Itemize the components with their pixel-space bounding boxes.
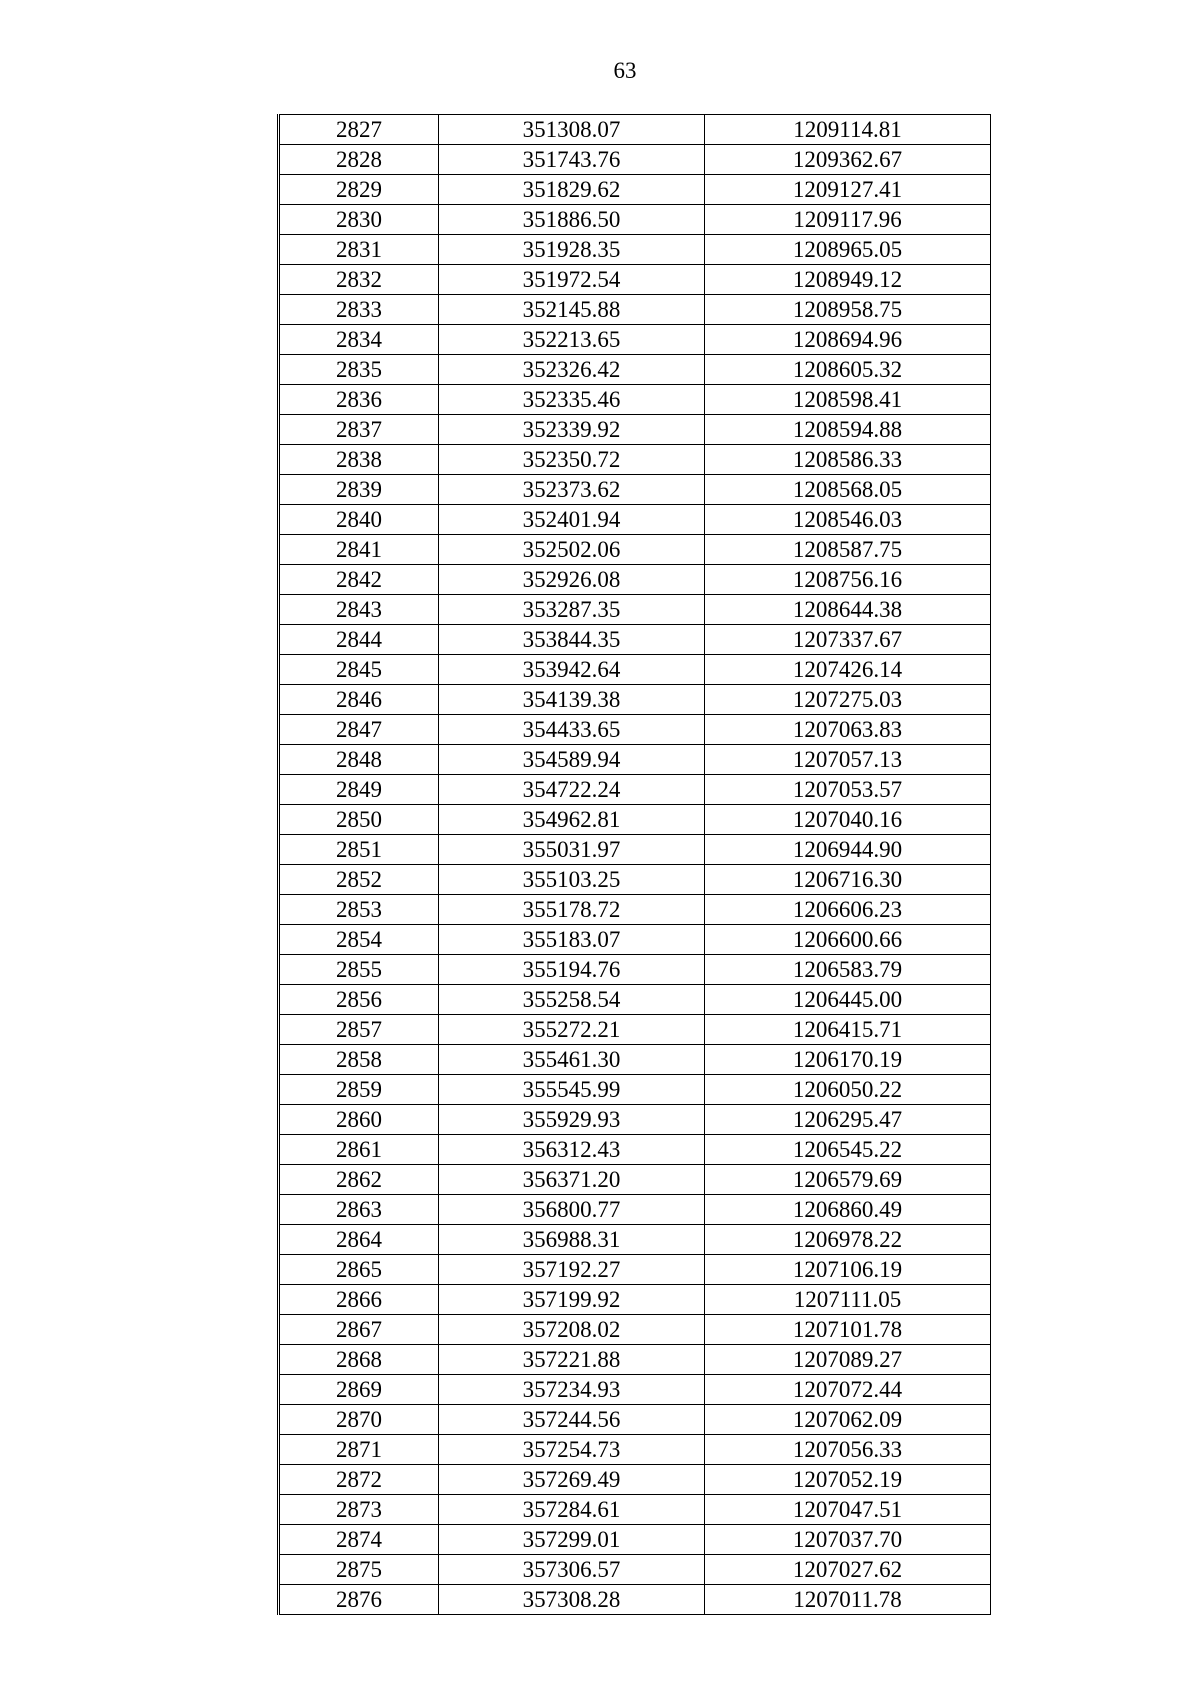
point-number-cell: 2828 (279, 145, 439, 175)
point-number-cell: 2852 (279, 865, 439, 895)
x-coordinate-cell: 357221.88 (439, 1345, 705, 1375)
point-number-cell: 2871 (279, 1435, 439, 1465)
x-coordinate-cell: 357269.49 (439, 1465, 705, 1495)
point-number-cell: 2875 (279, 1555, 439, 1585)
x-coordinate-cell: 356371.20 (439, 1165, 705, 1195)
y-coordinate-cell: 1208756.16 (705, 565, 991, 595)
x-coordinate-cell: 351829.62 (439, 175, 705, 205)
y-coordinate-cell: 1206583.79 (705, 955, 991, 985)
point-number-cell: 2868 (279, 1345, 439, 1375)
table-row (279, 1405, 991, 1435)
x-coordinate-cell: 354433.65 (439, 715, 705, 745)
table-row (279, 445, 991, 475)
point-number-cell: 2865 (279, 1255, 439, 1285)
table-row (279, 1225, 991, 1255)
table-row (279, 715, 991, 745)
x-coordinate-cell: 355194.76 (439, 955, 705, 985)
x-coordinate-cell: 354962.81 (439, 805, 705, 835)
x-coordinate-cell: 352502.06 (439, 535, 705, 565)
y-coordinate-cell: 1207011.78 (705, 1585, 991, 1615)
y-coordinate-cell: 1206860.49 (705, 1195, 991, 1225)
y-coordinate-cell: 1208568.05 (705, 475, 991, 505)
table-row (279, 925, 991, 955)
x-coordinate-cell: 352350.72 (439, 445, 705, 475)
x-coordinate-cell: 351886.50 (439, 205, 705, 235)
y-coordinate-cell: 1206295.47 (705, 1105, 991, 1135)
y-coordinate-cell: 1208949.12 (705, 265, 991, 295)
table-row (279, 1555, 991, 1585)
y-coordinate-cell: 1209117.96 (705, 205, 991, 235)
x-coordinate-cell: 355258.54 (439, 985, 705, 1015)
x-coordinate-cell: 357306.57 (439, 1555, 705, 1585)
y-coordinate-cell: 1207106.19 (705, 1255, 991, 1285)
y-coordinate-cell: 1206716.30 (705, 865, 991, 895)
point-number-cell: 2853 (279, 895, 439, 925)
table-row (279, 775, 991, 805)
table-row (279, 475, 991, 505)
x-coordinate-cell: 357254.73 (439, 1435, 705, 1465)
point-number-cell: 2854 (279, 925, 439, 955)
x-coordinate-cell: 356800.77 (439, 1195, 705, 1225)
y-coordinate-cell: 1207040.16 (705, 805, 991, 835)
table-row (279, 1015, 991, 1045)
point-number-cell: 2838 (279, 445, 439, 475)
y-coordinate-cell: 1208958.75 (705, 295, 991, 325)
x-coordinate-cell: 353844.35 (439, 625, 705, 655)
table-row (279, 985, 991, 1015)
x-coordinate-cell: 353942.64 (439, 655, 705, 685)
x-coordinate-cell: 355178.72 (439, 895, 705, 925)
table-row (279, 355, 991, 385)
x-coordinate-cell: 355272.21 (439, 1015, 705, 1045)
point-number-cell: 2873 (279, 1495, 439, 1525)
x-coordinate-cell: 352145.88 (439, 295, 705, 325)
table-row (279, 565, 991, 595)
point-number-cell: 2842 (279, 565, 439, 595)
y-coordinate-cell: 1206606.23 (705, 895, 991, 925)
point-number-cell: 2839 (279, 475, 439, 505)
y-coordinate-cell: 1207047.51 (705, 1495, 991, 1525)
point-number-cell: 2849 (279, 775, 439, 805)
coordinates-table-body (279, 115, 991, 1615)
y-coordinate-cell: 1206170.19 (705, 1045, 991, 1075)
y-coordinate-cell: 1206545.22 (705, 1135, 991, 1165)
table-row (279, 685, 991, 715)
table-row (279, 535, 991, 565)
x-coordinate-cell: 354589.94 (439, 745, 705, 775)
x-coordinate-cell: 352373.62 (439, 475, 705, 505)
y-coordinate-cell: 1207052.19 (705, 1465, 991, 1495)
point-number-cell: 2830 (279, 205, 439, 235)
point-number-cell: 2847 (279, 715, 439, 745)
y-coordinate-cell: 1207337.67 (705, 625, 991, 655)
table-row (279, 1195, 991, 1225)
y-coordinate-cell: 1207275.03 (705, 685, 991, 715)
table-row (279, 1585, 991, 1615)
y-coordinate-cell: 1206978.22 (705, 1225, 991, 1255)
x-coordinate-cell: 357299.01 (439, 1525, 705, 1555)
point-number-cell: 2855 (279, 955, 439, 985)
y-coordinate-cell: 1207062.09 (705, 1405, 991, 1435)
point-number-cell: 2876 (279, 1585, 439, 1615)
y-coordinate-cell: 1207072.44 (705, 1375, 991, 1405)
y-coordinate-cell: 1207056.33 (705, 1435, 991, 1465)
table-row (279, 1135, 991, 1165)
table-row (279, 805, 991, 835)
point-number-cell: 2869 (279, 1375, 439, 1405)
point-number-cell: 2832 (279, 265, 439, 295)
table-row (279, 655, 991, 685)
point-number-cell: 2866 (279, 1285, 439, 1315)
x-coordinate-cell: 355103.25 (439, 865, 705, 895)
y-coordinate-cell: 1207111.05 (705, 1285, 991, 1315)
x-coordinate-cell: 357244.56 (439, 1405, 705, 1435)
table-row (279, 1495, 991, 1525)
y-coordinate-cell: 1206445.00 (705, 985, 991, 1015)
y-coordinate-cell: 1206579.69 (705, 1165, 991, 1195)
y-coordinate-cell: 1207037.70 (705, 1525, 991, 1555)
table-row (279, 385, 991, 415)
y-coordinate-cell: 1208586.33 (705, 445, 991, 475)
x-coordinate-cell: 351308.07 (439, 115, 705, 145)
point-number-cell: 2863 (279, 1195, 439, 1225)
table-row (279, 415, 991, 445)
table-row (279, 205, 991, 235)
x-coordinate-cell: 354139.38 (439, 685, 705, 715)
point-number-cell: 2864 (279, 1225, 439, 1255)
x-coordinate-cell: 352401.94 (439, 505, 705, 535)
table-row (279, 235, 991, 265)
y-coordinate-cell: 1208965.05 (705, 235, 991, 265)
point-number-cell: 2874 (279, 1525, 439, 1555)
point-number-cell: 2837 (279, 415, 439, 445)
table-row (279, 595, 991, 625)
page-number: 63 (613, 58, 637, 83)
point-number-cell: 2870 (279, 1405, 439, 1435)
table-row (279, 1465, 991, 1495)
y-coordinate-cell: 1208644.38 (705, 595, 991, 625)
x-coordinate-cell: 351743.76 (439, 145, 705, 175)
table-row (279, 505, 991, 535)
point-number-cell: 2851 (279, 835, 439, 865)
y-coordinate-cell: 1207027.62 (705, 1555, 991, 1585)
y-coordinate-cell: 1208587.75 (705, 535, 991, 565)
y-coordinate-cell: 1208546.03 (705, 505, 991, 535)
x-coordinate-cell: 352339.92 (439, 415, 705, 445)
x-coordinate-cell: 355545.99 (439, 1075, 705, 1105)
point-number-cell: 2860 (279, 1105, 439, 1135)
y-coordinate-cell: 1207426.14 (705, 655, 991, 685)
point-number-cell: 2850 (279, 805, 439, 835)
y-coordinate-cell: 1206050.22 (705, 1075, 991, 1105)
table-row (279, 1435, 991, 1465)
x-coordinate-cell: 355031.97 (439, 835, 705, 865)
point-number-cell: 2858 (279, 1045, 439, 1075)
y-coordinate-cell: 1207089.27 (705, 1345, 991, 1375)
x-coordinate-cell: 357234.93 (439, 1375, 705, 1405)
x-coordinate-cell: 356312.43 (439, 1135, 705, 1165)
point-number-cell: 2841 (279, 535, 439, 565)
table-row (279, 325, 991, 355)
y-coordinate-cell: 1207101.78 (705, 1315, 991, 1345)
point-number-cell: 2867 (279, 1315, 439, 1345)
table-row (279, 115, 991, 145)
point-number-cell: 2844 (279, 625, 439, 655)
x-coordinate-cell: 357308.28 (439, 1585, 705, 1615)
table-row (279, 1165, 991, 1195)
x-coordinate-cell: 351972.54 (439, 265, 705, 295)
coordinates-table (277, 114, 991, 1615)
x-coordinate-cell: 357199.92 (439, 1285, 705, 1315)
x-coordinate-cell: 357284.61 (439, 1495, 705, 1525)
y-coordinate-cell: 1208694.96 (705, 325, 991, 355)
x-coordinate-cell: 357192.27 (439, 1255, 705, 1285)
point-number-cell: 2831 (279, 235, 439, 265)
x-coordinate-cell: 355461.30 (439, 1045, 705, 1075)
point-number-cell: 2872 (279, 1465, 439, 1495)
point-number-cell: 2827 (279, 115, 439, 145)
point-number-cell: 2848 (279, 745, 439, 775)
table-row (279, 865, 991, 895)
x-coordinate-cell: 351928.35 (439, 235, 705, 265)
y-coordinate-cell: 1206415.71 (705, 1015, 991, 1045)
table-row (279, 265, 991, 295)
point-number-cell: 2840 (279, 505, 439, 535)
table-row (279, 1285, 991, 1315)
table-row (279, 175, 991, 205)
point-number-cell: 2834 (279, 325, 439, 355)
table-row (279, 1375, 991, 1405)
y-coordinate-cell: 1206600.66 (705, 925, 991, 955)
table-row (279, 1315, 991, 1345)
table-row (279, 1345, 991, 1375)
point-number-cell: 2859 (279, 1075, 439, 1105)
x-coordinate-cell: 352213.65 (439, 325, 705, 355)
table-row (279, 1525, 991, 1555)
point-number-cell: 2843 (279, 595, 439, 625)
table-row (279, 955, 991, 985)
point-number-cell: 2835 (279, 355, 439, 385)
x-coordinate-cell: 352335.46 (439, 385, 705, 415)
x-coordinate-cell: 352326.42 (439, 355, 705, 385)
table-row (279, 1045, 991, 1075)
table-row (279, 145, 991, 175)
table-row (279, 895, 991, 925)
point-number-cell: 2836 (279, 385, 439, 415)
y-coordinate-cell: 1209127.41 (705, 175, 991, 205)
y-coordinate-cell: 1207063.83 (705, 715, 991, 745)
point-number-cell: 2846 (279, 685, 439, 715)
x-coordinate-cell: 357208.02 (439, 1315, 705, 1345)
point-number-cell: 2845 (279, 655, 439, 685)
x-coordinate-cell: 354722.24 (439, 775, 705, 805)
table-row (279, 625, 991, 655)
point-number-cell: 2856 (279, 985, 439, 1015)
point-number-cell: 2861 (279, 1135, 439, 1165)
point-number-cell: 2829 (279, 175, 439, 205)
y-coordinate-cell: 1208605.32 (705, 355, 991, 385)
y-coordinate-cell: 1207053.57 (705, 775, 991, 805)
table-row (279, 1105, 991, 1135)
y-coordinate-cell: 1206944.90 (705, 835, 991, 865)
table-row (279, 1255, 991, 1285)
point-number-cell: 2862 (279, 1165, 439, 1195)
x-coordinate-cell: 356988.31 (439, 1225, 705, 1255)
x-coordinate-cell: 352926.08 (439, 565, 705, 595)
table-row (279, 1075, 991, 1105)
y-coordinate-cell: 1208594.88 (705, 415, 991, 445)
table-row (279, 745, 991, 775)
x-coordinate-cell: 355929.93 (439, 1105, 705, 1135)
point-number-cell: 2833 (279, 295, 439, 325)
table-row (279, 835, 991, 865)
point-number-cell: 2857 (279, 1015, 439, 1045)
y-coordinate-cell: 1207057.13 (705, 745, 991, 775)
y-coordinate-cell: 1209114.81 (705, 115, 991, 145)
y-coordinate-cell: 1209362.67 (705, 145, 991, 175)
table-row (279, 295, 991, 325)
y-coordinate-cell: 1208598.41 (705, 385, 991, 415)
x-coordinate-cell: 355183.07 (439, 925, 705, 955)
x-coordinate-cell: 353287.35 (439, 595, 705, 625)
